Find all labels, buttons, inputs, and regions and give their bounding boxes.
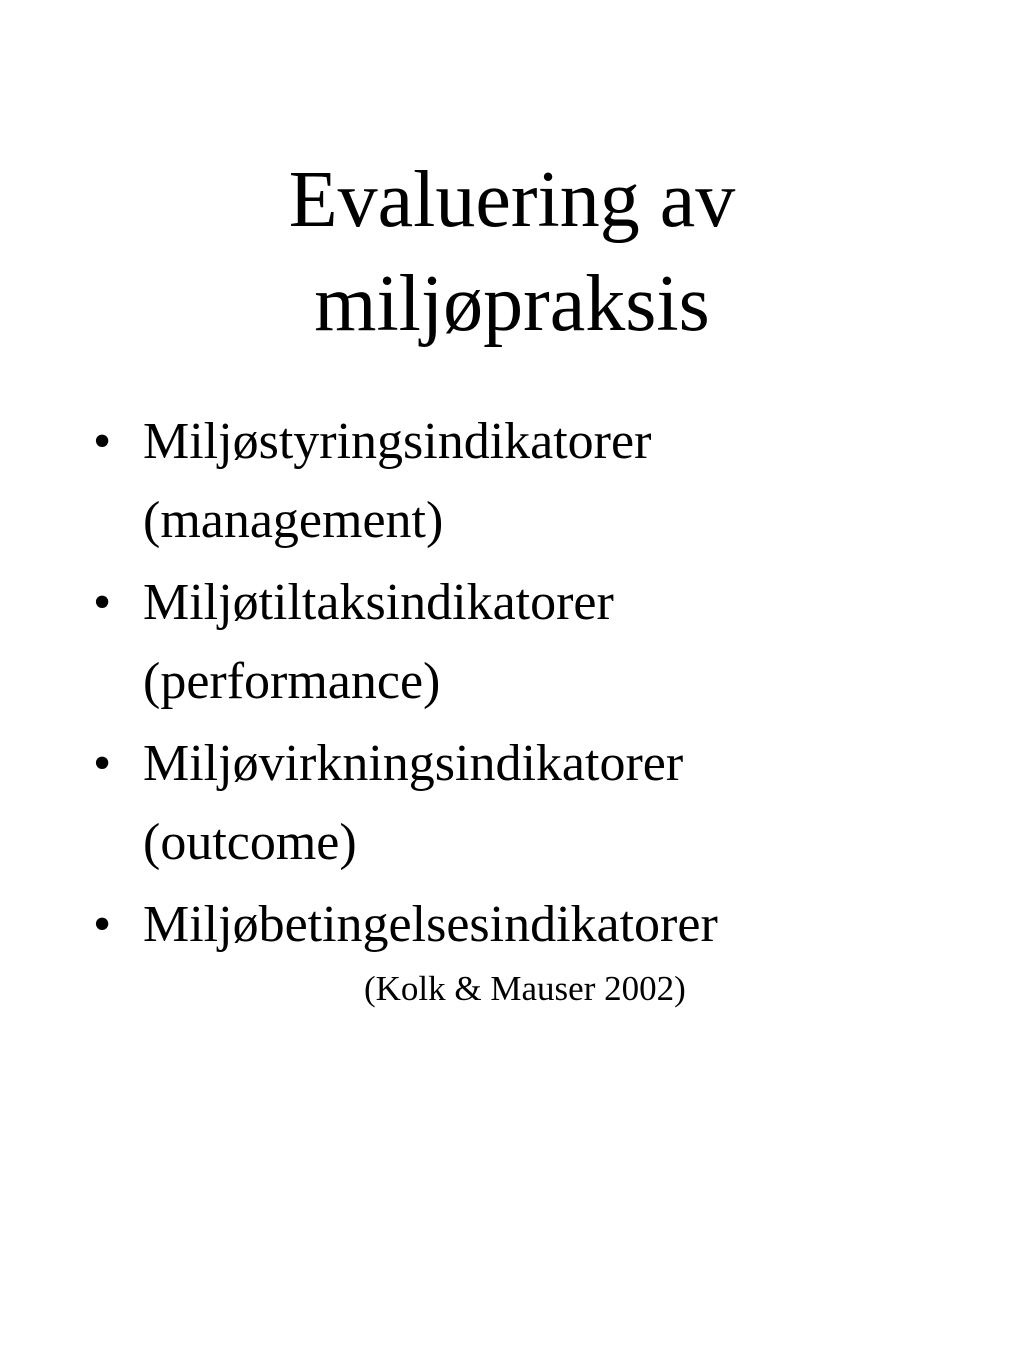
bullet-list <box>0 402 1024 967</box>
slide-title <box>0 148 1024 356</box>
bullet-text <box>143 563 1024 721</box>
bullet-line: (performance) <box>143 653 441 710</box>
bullet-marker: • <box>93 735 112 792</box>
slide-title-line: Evaluering av <box>288 156 736 244</box>
bullet-item <box>0 724 1024 882</box>
bullet-item <box>0 563 1024 721</box>
bullet-marker: • <box>93 574 112 631</box>
bullet-line: Miljøtiltaksindikatorer <box>143 574 614 631</box>
bullet-line: (outcome) <box>143 814 357 871</box>
bullet-text <box>143 885 1024 964</box>
bullet-item <box>0 885 1024 964</box>
citation: (Kolk & Mauser 2002) <box>364 969 686 1008</box>
bullet-marker: • <box>93 896 112 953</box>
bullet-item <box>0 402 1024 560</box>
slide-title-line: miljøpraksis <box>314 260 710 348</box>
bullet-marker: • <box>93 413 112 470</box>
bullet-line: Miljøbetingelsesindikatorer <box>143 896 718 953</box>
bullet-line: (management) <box>143 492 444 549</box>
bullet-text <box>143 724 1024 882</box>
bullet-line: Miljøstyringsindikatorer <box>143 413 652 470</box>
bullet-line: Miljøvirkningsindikatorer <box>143 735 684 792</box>
bullet-text <box>143 402 1024 560</box>
